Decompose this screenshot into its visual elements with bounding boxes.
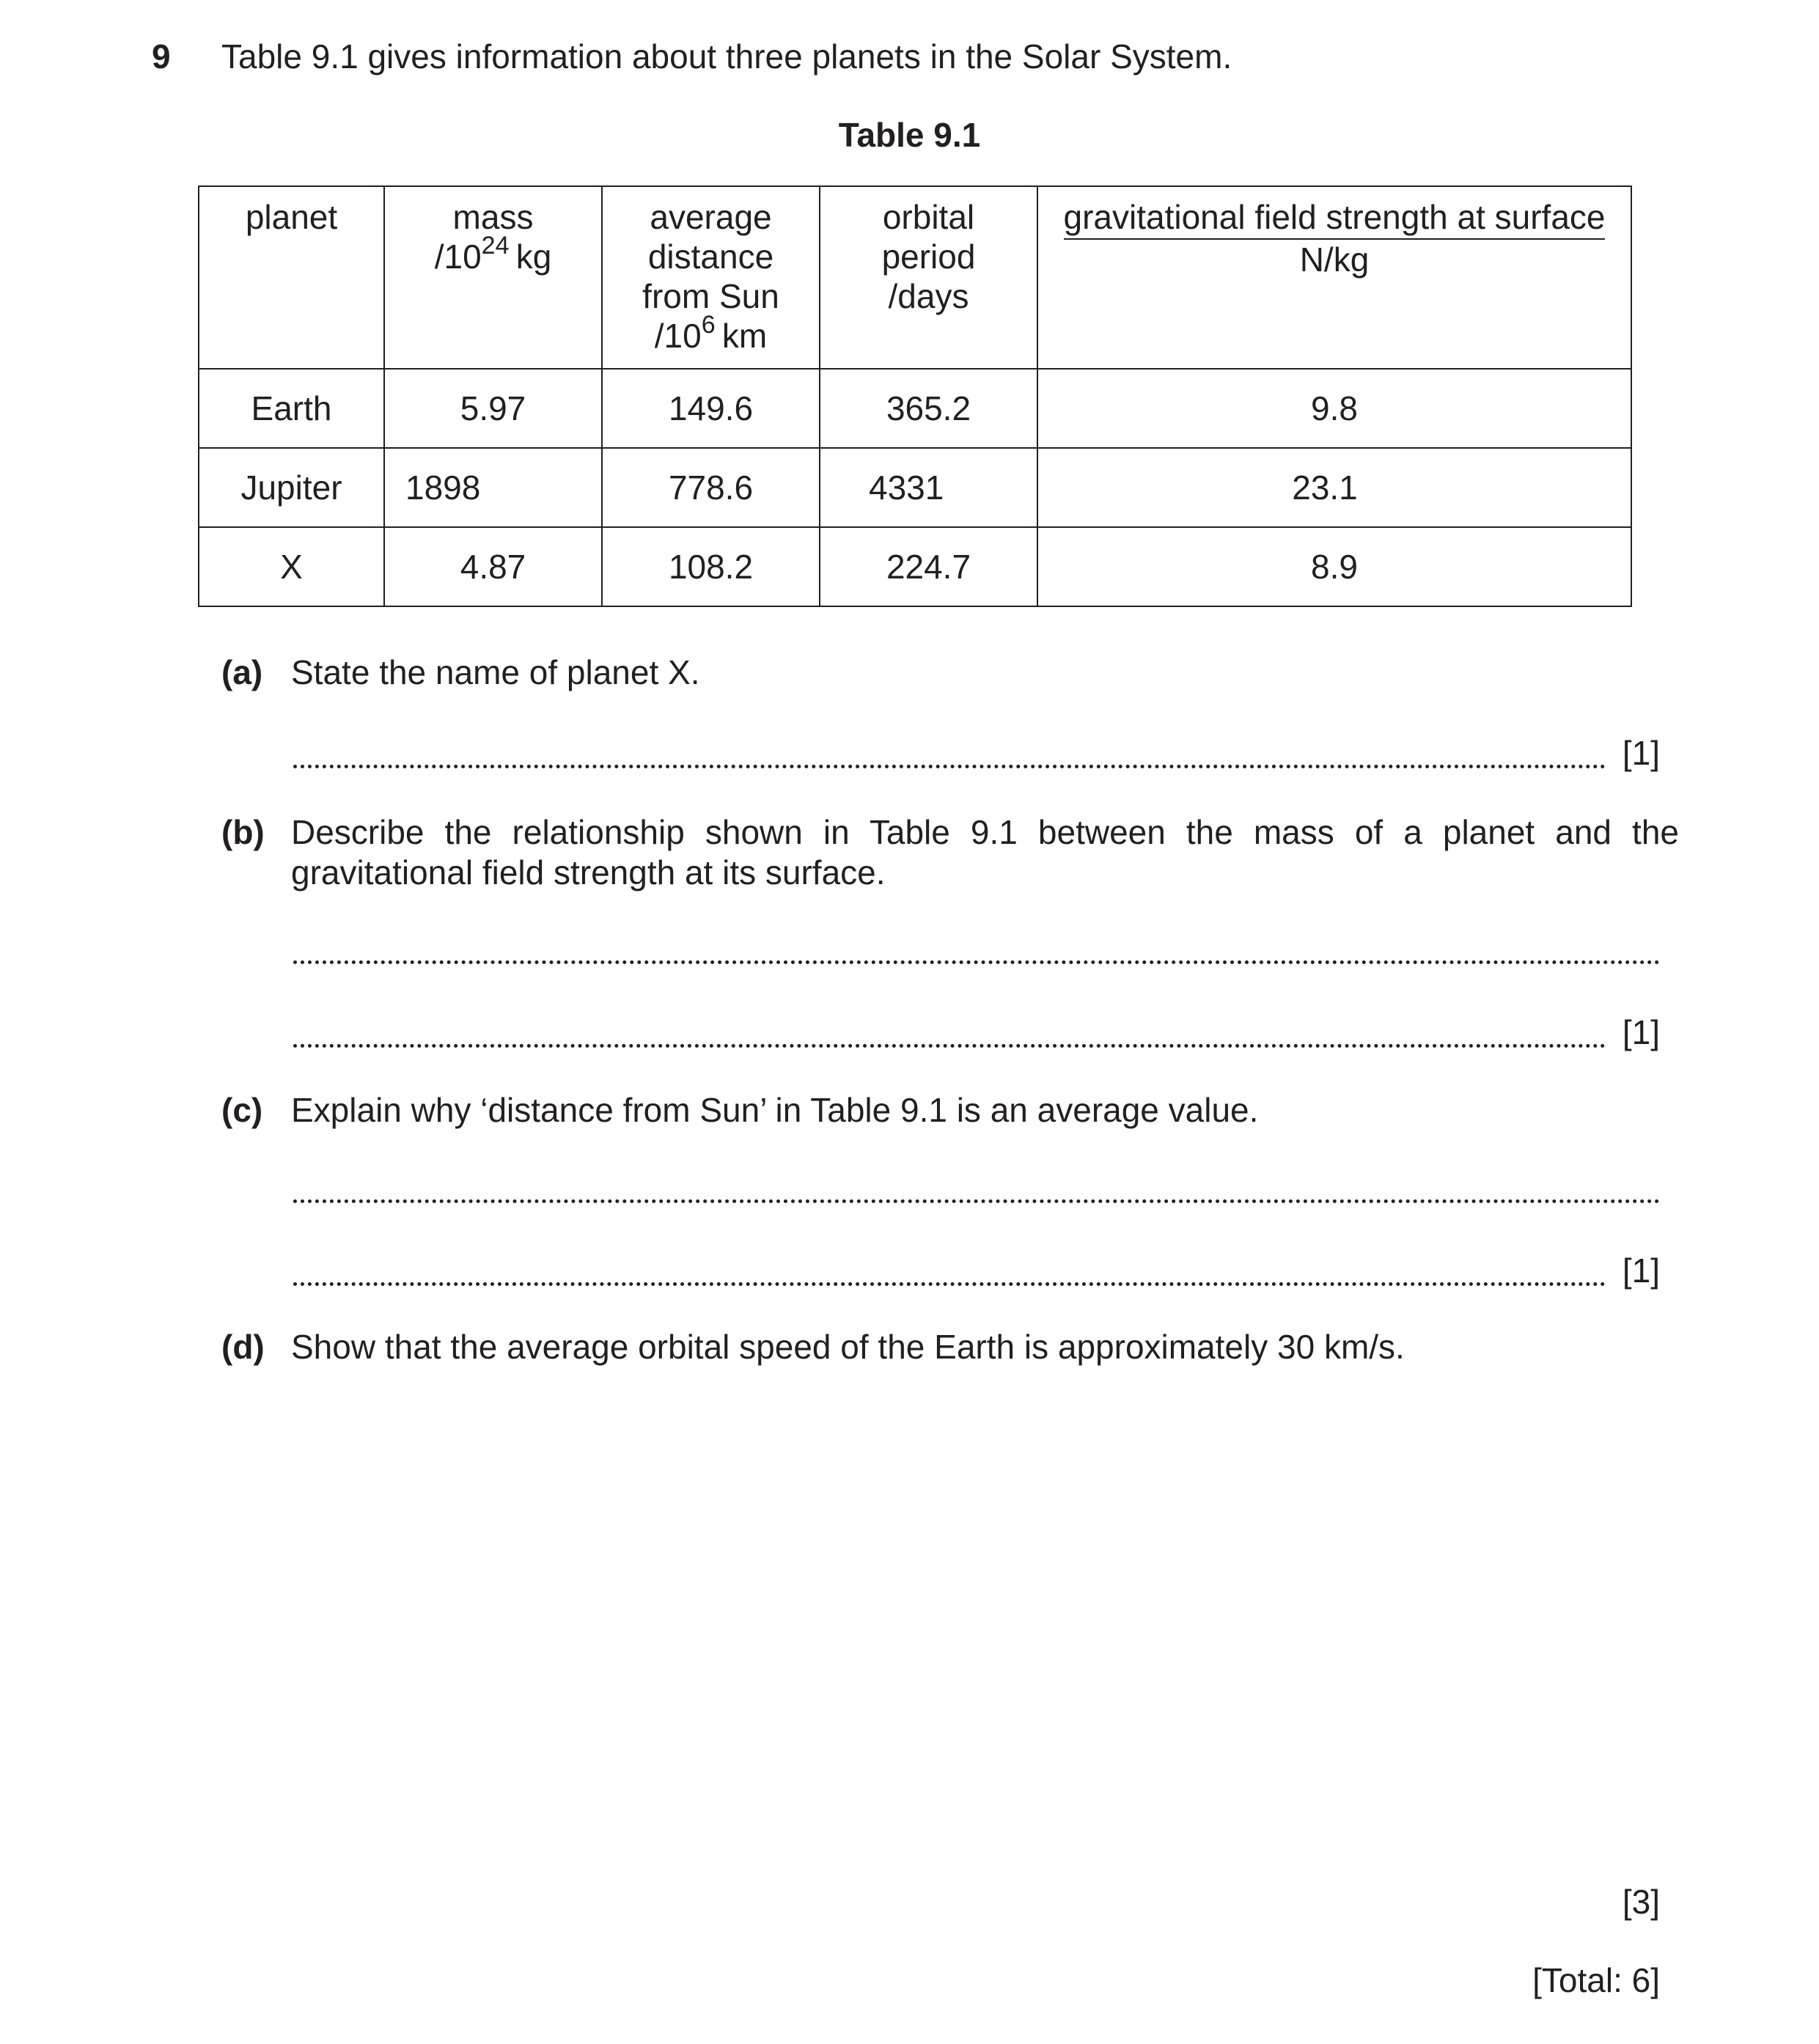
header-mass-prefix: /10 [434, 238, 482, 276]
table-caption: Table 9.1 [838, 116, 981, 154]
header-distance-line3: from Sun [642, 277, 779, 315]
table-row [199, 448, 1631, 527]
cell-mass: 5.97 [384, 369, 602, 448]
cell-mass: 4.87 [384, 527, 602, 606]
cell-planet: X [199, 527, 384, 606]
header-distance-unit [603, 310, 819, 356]
part-c-mark: [1] [1622, 1251, 1660, 1290]
cell-planet: Earth [199, 369, 384, 448]
part-a-mark: [1] [1622, 734, 1660, 772]
header-gravity [1037, 186, 1631, 369]
header-mass-unit [385, 231, 601, 276]
cell-period: 4331 [820, 448, 1037, 527]
cell-distance: 778.6 [602, 448, 820, 527]
header-mass-exp: 24 [481, 231, 510, 260]
part-a-label: (a) [221, 653, 263, 691]
header-distance-prefix: /10 [654, 317, 702, 355]
part-b-label: (b) [221, 813, 265, 851]
total-marks: [Total: 6] [1532, 1961, 1660, 1999]
table-row [199, 369, 1631, 448]
part-a-text: State the name of planet X. [291, 653, 700, 691]
header-period [820, 186, 1037, 369]
part-c-label: (c) [221, 1091, 263, 1129]
header-period-line1: orbital [882, 198, 975, 236]
answer-line-c2[interactable] [293, 1282, 1606, 1286]
header-planet-text: planet [245, 198, 338, 236]
part-b-text-line1: Describe the relationship shown in Table 9.1 between the mass of a planet and the [291, 813, 1679, 851]
table-header-row [199, 186, 1631, 369]
header-distance-line1: average [650, 198, 772, 236]
answer-line-c1[interactable] [293, 1199, 1660, 1203]
part-b-mark: [1] [1622, 1013, 1660, 1051]
part-d-mark: [3] [1622, 1883, 1660, 1921]
question-intro: Table 9.1 gives information about three planets in the Solar System. [221, 37, 1232, 76]
answer-line-b1[interactable] [293, 960, 1660, 964]
header-distance-unit-text: km [721, 317, 768, 355]
answer-line-b2[interactable] [293, 1044, 1606, 1048]
header-mass-unit-text: kg [515, 238, 552, 276]
part-d-label: (d) [221, 1328, 265, 1366]
cell-distance: 108.2 [602, 527, 820, 606]
question-number: 9 [152, 37, 171, 76]
cell-distance: 149.6 [602, 369, 820, 448]
header-period-line3: /days [888, 277, 969, 315]
header-gravity-denominator: N/kg [1299, 240, 1370, 279]
cell-gravity: 23.1 [1037, 448, 1631, 527]
answer-line-a[interactable] [293, 765, 1606, 768]
header-distance [602, 186, 820, 369]
cell-gravity: 9.8 [1037, 369, 1631, 448]
planet-table [198, 185, 1632, 607]
header-planet [199, 186, 384, 369]
cell-period: 365.2 [820, 369, 1037, 448]
header-period-line2: period [881, 238, 976, 276]
cell-gravity: 8.9 [1037, 527, 1631, 606]
header-gravity-numerator: gravitational field strength at surface [1064, 197, 1606, 240]
header-distance-exp: 6 [701, 310, 716, 339]
header-distance-line2: distance [647, 238, 774, 276]
table-row [199, 527, 1631, 606]
cell-planet: Jupiter [199, 448, 384, 527]
header-mass [384, 186, 602, 369]
part-d-text: Show that the average orbital speed of the Earth is approximately 30 km/s. [291, 1328, 1405, 1366]
cell-mass: 1898 [384, 448, 602, 527]
part-b-text-line2: gravitational field strength at its surface. [291, 853, 886, 892]
cell-period: 224.7 [820, 527, 1037, 606]
part-c-text: Explain why ‘distance from Sun’ in Table 9.1 is an average value. [291, 1091, 1259, 1129]
working-space[interactable] [293, 1386, 1657, 1884]
header-mass-label: mass [452, 198, 534, 236]
